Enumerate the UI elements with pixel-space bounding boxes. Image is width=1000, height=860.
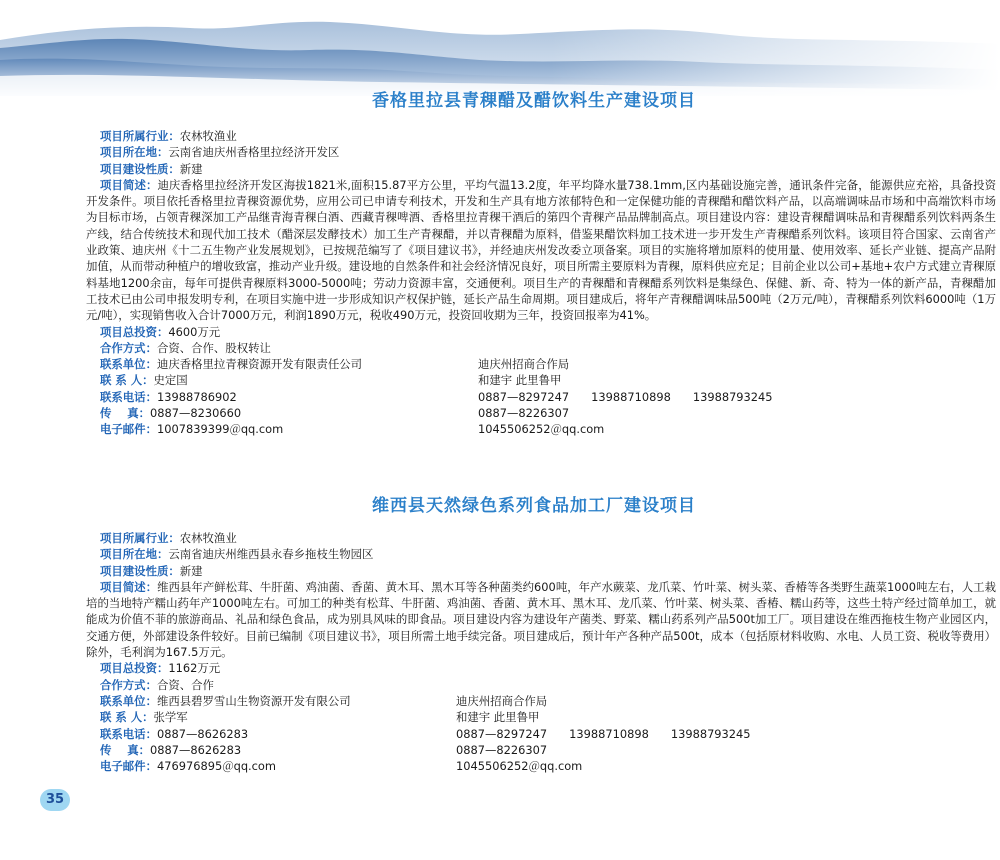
location-row [86, 144, 996, 160]
location-value: 云南省迪庆州维西县永春乡拖枝生物园区 [168, 547, 374, 562]
project-block-1 [86, 128, 996, 438]
unit-label: 联系单位： [100, 357, 157, 372]
phone-row [86, 726, 996, 742]
unit-value: 维西县碧罗雪山生物资源开发有限公司 [156, 693, 351, 708]
fax-value-2: 0887—8226307 [478, 406, 570, 421]
summary-text: 迪庆香格里拉经济开发区海拔1821米,面积15.87平方公里，平均气温13.2度，年平均降水量738.1mm,区内基础设施完善，通讯条件完备，能源供应充裕，具备投资开发条件。项目依托香格里拉青稞资源优势，应用公司已申请专利技术，开发和生产具有地方浓郁特色和一定保健功能的青稞醋和醋饮料产品，以高端调味品市场和中高端饮料市场为目标市场，占领青稞深加工产品继青海青稞白酒、西藏青稞啤酒、香格里拉青稞干酒后的第四个青稞产品品牌制高点。项目建设内容：建设青稞醋调味品和青稞醋系列饮料两条生产线，结合传统技术和现代加工技术（醋深层发酵技术）加工生产青稞醋，并以青稞醋为原料，借鉴果醋饮料加工技术进一步开发生产青稞醋系列饮料。该项目符合国家、云南省产业政策、迪庆州《十二五生物产业发展规划》，已按规范编写了《项目建议书》，并经迪庆州发改委立项备案。项目的实施将增加原料的使用量、使用效率、延长产业链、提高产品附加值，从而带动种植户的增收致富，推动产业升级。建设地的自然条件和社会经济情况良好，项目所需主要原料为青稞，原料供应充足；目前企业以公司+基地+农户方式建立青稞原料基地1200余亩，每年可提供青稞原料3000-5000吨；劳动力资源丰富，交通便利。项目生产的青稞醋和青稞醋系列饮料是集绿色、保健、新、奇、特为一体的新产品，青稞醋加工技术已由公司申报发明专利，在项目实施中进一步形成知识产权保护链，延长产品生命周期。项目建成后，将年产青稞醋调味品500吨（2万元/吨），青稞醋系列饮料6000吨（1万元/吨），实现销售收入合计7000万元，利润1890万元，税收490万元，投资回收期为三年，投资回报率为41%。 [86, 177, 996, 323]
summary-label: 项目简述： [100, 177, 158, 192]
contact-value-2: 和建宇 此里鲁甲 [456, 710, 540, 725]
location-label: 项目所在地： [100, 145, 169, 160]
contact-label: 联 系 人： [100, 373, 154, 388]
phone-value-2c: 13988793245 [692, 389, 773, 404]
nature-value: 新建 [179, 563, 203, 578]
unit-label: 联系单位： [100, 693, 157, 708]
phone-value-2b: 13988710898 [569, 726, 649, 741]
unit-row [86, 356, 996, 372]
fax-label: 传 真： [100, 742, 151, 757]
cooperation-value: 合资、合作 [156, 677, 214, 692]
nature-label: 项目建设性质： [100, 563, 180, 578]
industry-value: 农林牧渔业 [179, 129, 237, 143]
industry-row [86, 530, 996, 546]
phone-value: 0887—8626283 [156, 726, 249, 741]
location-label: 项目所在地： [100, 547, 169, 562]
phone-value: 13988786902 [156, 389, 237, 404]
fax-row [86, 742, 996, 758]
email-row [86, 421, 996, 437]
email-value-2: 1045506252＠qq.com [456, 759, 583, 774]
phone-value-2c: 13988793245 [670, 726, 751, 741]
page-number: 35 [40, 789, 70, 811]
summary-label: 项目简述： [100, 579, 158, 594]
unit-value: 迪庆香格里拉青稞资源开发有限责任公司 [156, 357, 363, 372]
project-block-2 [86, 530, 996, 774]
investment-value: 4600万元 [168, 324, 221, 339]
fax-value-2: 0887—8226307 [456, 742, 548, 757]
investment-label: 项目总投资： [100, 324, 169, 339]
email-value-2: 1045506252＠qq.com [478, 422, 605, 437]
project-title-2: 维西县天然绿色系列食品加工厂建设项目 [372, 496, 696, 516]
location-value: 云南省迪庆州香格里拉经济开发区 [168, 145, 340, 160]
nature-value: 新建 [179, 161, 203, 176]
fax-label: 传 真： [100, 406, 151, 421]
contact-label: 联 系 人： [100, 710, 154, 725]
industry-label: 项目所属行业： [100, 531, 180, 545]
email-value: 1007839399＠qq.com [156, 422, 284, 437]
phone-value-2a: 0887—8297247 [478, 389, 570, 404]
phone-label: 联系电话： [100, 389, 157, 404]
fax-row [86, 405, 996, 421]
email-row [86, 758, 996, 774]
header-mountain-banner [0, 0, 1000, 96]
contact-row [86, 372, 996, 388]
nature-row [86, 563, 996, 579]
phone-row [86, 389, 996, 405]
nature-label: 项目建设性质： [100, 161, 180, 176]
summary-paragraph [86, 177, 996, 324]
cooperation-label: 合作方式： [100, 340, 157, 355]
cooperation-row [86, 340, 996, 356]
email-value: 476976895＠qq.com [156, 759, 276, 774]
cooperation-row [86, 677, 996, 693]
phone-value-2b: 13988710898 [591, 389, 671, 404]
nature-row [86, 161, 996, 177]
location-row [86, 546, 996, 562]
email-label: 电子邮件： [100, 422, 157, 437]
investment-row [86, 324, 996, 340]
phone-label: 联系电话： [100, 726, 157, 741]
unit-value-2: 迪庆州招商合作局 [456, 693, 548, 708]
industry-row [86, 128, 996, 144]
project-title-1: 香格里拉县青稞醋及醋饮料生产建设项目 [372, 91, 696, 111]
industry-label: 项目所属行业： [100, 129, 180, 143]
summary-text: 维西县年产鲜松茸、牛肝菌、鸡油菌、香菌、黄木耳、黑木耳等各种菌类约600吨，年产水蕨菜、龙爪菜、竹叶菜、树头菜、香椿等各类野生蔬菜1000吨左右，人工栽培的当地特产糯山药年产1000吨左右。可加工的种类有松茸、牛肝菌、鸡油菌、香菌、黄木耳、黑木耳、龙爪菜、竹叶菜、树头菜、香椿、糯山药等，这些土特产经过简单加工，就能成为价值不菲的旅游商品、礼品和绿色食品，成为别具风味的即食品。项目建设内容为建设年产菌类、野菜、糯山药系列产品500t加工厂。项目建设在维西拖枝生物产业园区内，交通方便，外部建设条件较好。目前已编制《项目建议书》，项目所需土地手续完备。项目建成后，预计年产各种产品500t，成本（包括原材料收购、水电、人员工资、税收等费用）除外，毛利润为167.5万元。 [86, 579, 996, 660]
contact-value: 史定国 [153, 373, 188, 388]
fax-value: 0887—8626283 [150, 742, 242, 757]
industry-value: 农林牧渔业 [179, 531, 237, 545]
phone-value-2a: 0887—8297247 [456, 726, 548, 741]
email-label: 电子邮件： [100, 759, 157, 774]
cooperation-value: 合资、合作、股权转让 [156, 340, 271, 355]
summary-paragraph [86, 579, 996, 660]
unit-row [86, 693, 996, 709]
cooperation-label: 合作方式： [100, 677, 157, 692]
unit-value-2: 迪庆州招商合作局 [478, 357, 570, 372]
contact-value: 张学军 [153, 710, 188, 725]
investment-value: 1162万元 [168, 661, 221, 676]
fax-value: 0887—8230660 [150, 406, 242, 421]
contact-value-2: 和建宇 此里鲁甲 [478, 373, 562, 388]
investment-label: 项目总投资： [100, 661, 169, 676]
investment-row [86, 660, 996, 676]
contact-row [86, 709, 996, 725]
